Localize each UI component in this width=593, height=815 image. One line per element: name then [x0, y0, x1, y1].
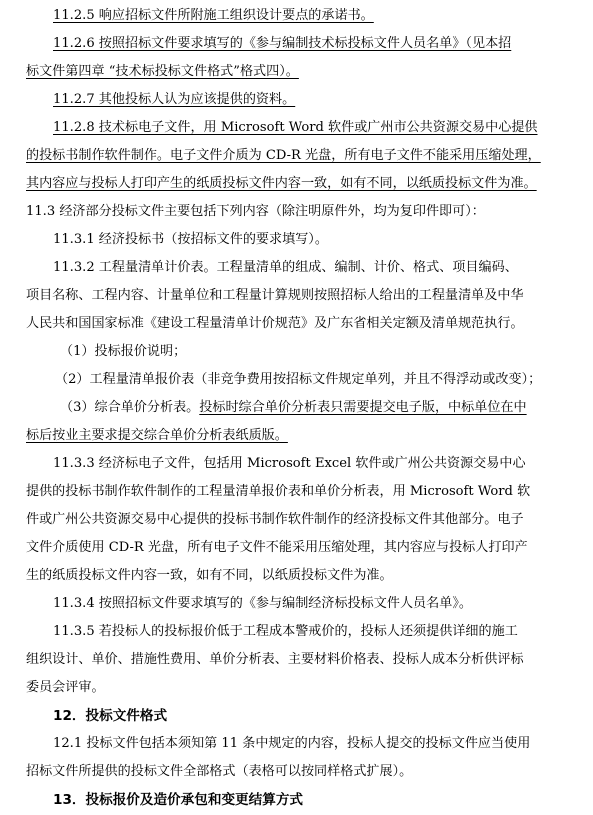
clause-11-3-2-line1: 11.3.2 工程量清单计价表。工程量清单的组成、编制、计价、格式、项目编码、 — [53, 260, 518, 275]
clause-11-3-2-line3: 人民共和国国家标准《建设工程量清单计价规范》及广东省相关定额及清单规范执行。 — [26, 316, 524, 331]
clause-11-3-3-line2: 提供的投标书制作软件制作的工程量清单报价表和单价分析表，用 Microsoft Word 软 — [26, 484, 531, 499]
section-heading-12: 12．投标文件格式 — [53, 708, 168, 724]
clause-11-3-4: 11.3.4 按照招标文件要求填写的《参与编制经济标投标文件人员名单》。 — [53, 596, 472, 611]
clause-11-2-5: 11.2.5 响应招标文件所附施工组织设计要点的承诺书。 — [53, 8, 374, 23]
clause-11-3-3-line5: 生的纸质投标文件内容一致，如有不同，以纸质投标文件为准。 — [26, 568, 393, 583]
item-1: （1）投标报价说明； — [60, 344, 187, 359]
clause-12-1-line1: 12.1 投标文件包括本须知第 11 条中规定的内容，投标人提交的投标文件应当使用 — [53, 736, 531, 751]
clause-11-2-8-line1: 11.2.8 技术标电子文件，用 Microsoft Word 软件或广州市公共资源交易中心提供 — [53, 120, 538, 135]
clause-12-1-line2: 招标文件所提供的投标文件全部格式（表格可以按同样格式扩展）。 — [26, 764, 413, 779]
clause-11-3: 11.3 经济部分投标文件主要包括下列内容（除注明原件外，均为复印件即可）： — [26, 204, 485, 219]
clause-11-3-1: 11.3.1 经济投标书（按招标文件的要求填写）。 — [53, 232, 328, 247]
clause-11-3-2-line2: 项目名称、工程内容、计量单位和工程量计算规则按照招标人给出的工程量清单及中华 — [26, 288, 524, 303]
clause-11-3-3-line4: 文件介质使用 CD-R 光盘，所有电子文件不能采用压缩处理，其内容应与投标人打印产 — [26, 540, 528, 555]
section-heading-13: 13．投标报价及造价承包和变更结算方式 — [53, 792, 304, 808]
clause-11-3-5-line2: 组织设计、单价、措施性费用、单价分析表、主要材料价格表、投标人成本分析供评标 — [26, 652, 524, 667]
clause-11-3-5-line3: 委员会评审。 — [26, 680, 105, 695]
clause-11-2-6-line1: 11.2.6 按照招标文件要求填写的《参与编制技术标投标文件人员名单》（见本招 — [53, 36, 512, 51]
clause-11-2-8-line3: 其内容应与投标人打印产生的纸质投标文件内容一致，如有不同，以纸质投标文件为准。 — [26, 176, 537, 191]
clause-11-3-3-line1: 11.3.3 经济标电子文件，包括用 Microsoft Excel 软件或广州公共资源交易中心 — [53, 456, 526, 471]
item-3-line1 — [60, 394, 593, 422]
item-3-line2: 标后按业主要求提交综合单价分析表纸质版。 — [26, 428, 288, 443]
item-2: （2）工程量清单报价表（非竞争费用按招标文件规定单列，并且不得浮动或改变）； — [55, 372, 542, 387]
clause-11-3-5-line1: 11.3.5 若投标人的投标报价低于工程成本警戒价的，投标人还须提供详细的施工 — [53, 624, 518, 639]
item-3-underlined: 投标时综合单价分析表只需要提交电子版，中标单位在中 — [199, 400, 527, 415]
clause-11-2-7: 11.2.7 其他投标人认为应该提供的资料。 — [53, 92, 296, 107]
clause-11-2-6-line2: 标文件第四章 “技术标投标文件格式”格式四）。 — [26, 64, 299, 79]
clause-11-3-3-line3: 件或广州公共资源交易中心提供的投标书制作软件制作的经济投标文件其他部分。电子 — [26, 512, 524, 527]
item-3-label: （3）综合单价分析表。 — [60, 400, 200, 415]
clause-11-2-8-line2: 的投标书制作软件制作。电子文件介质为 CD-R 光盘，所有电子文件不能采用压缩处理， — [26, 148, 541, 163]
